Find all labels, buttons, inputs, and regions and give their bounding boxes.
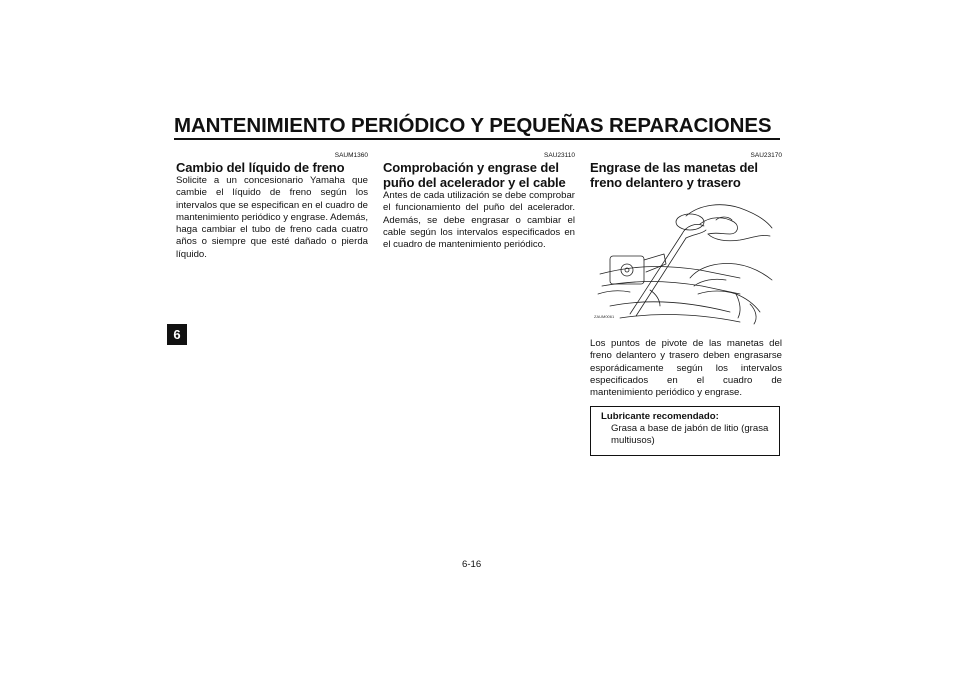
section-throttle-cable <box>383 152 575 251</box>
title-rule <box>174 138 780 140</box>
page-title: MANTENIMIENTO PERIÓDICO Y PEQUEÑAS REPARACIONES <box>174 114 772 137</box>
section-body: Antes de cada utilización se debe comprobar el funcionamiento del puño del acelerador. Además, se debe engrasar o cambiar el cable según los intervalos especificados en el cuadro de mantenimiento periódico. <box>383 190 575 251</box>
page-number: 6-16 <box>462 559 482 570</box>
section-brake-levers <box>590 152 782 456</box>
lever-lubrication-drawing <box>590 194 780 330</box>
section-heading: Cambio del líquido de freno <box>176 160 345 175</box>
lubricant-box <box>590 406 780 456</box>
section-code: SAUM1360 <box>334 152 368 159</box>
section-brake-fluid <box>176 152 368 261</box>
section-heading: Comprobación y engrase del puño del acelerador y el cable <box>383 160 566 190</box>
lever-lubrication-illustration <box>590 194 780 330</box>
section-heading: Engrase de las manetas del freno delantero y trasero <box>590 160 758 190</box>
lubricant-title: Lubricante recomendado: <box>601 411 719 423</box>
chapter-tab: 6 <box>167 324 187 345</box>
section-code: SAU23110 <box>544 152 575 159</box>
lubricant-text: Grasa a base de jabón de litio (grasa multiusos) <box>611 423 769 447</box>
figure-code: ZAUM0061 <box>594 314 615 319</box>
section-body: Los puntos de pivote de las manetas del freno delantero y trasero deben engrasarse esporádicamente según los intervalos especificados en el cuadro de mantenimiento periódico y engrase. <box>590 338 782 399</box>
section-body: Solicite a un concesionario Yamaha que cambie el líquido de freno según los intervalos que se especifican en el cuadro de mantenimiento periódico y engrase. Además, haga cambiar el tubo de freno cada cuatro años o siempre que esté dañado o pierda líquido. <box>176 175 368 260</box>
section-code: SAU23170 <box>750 152 782 159</box>
